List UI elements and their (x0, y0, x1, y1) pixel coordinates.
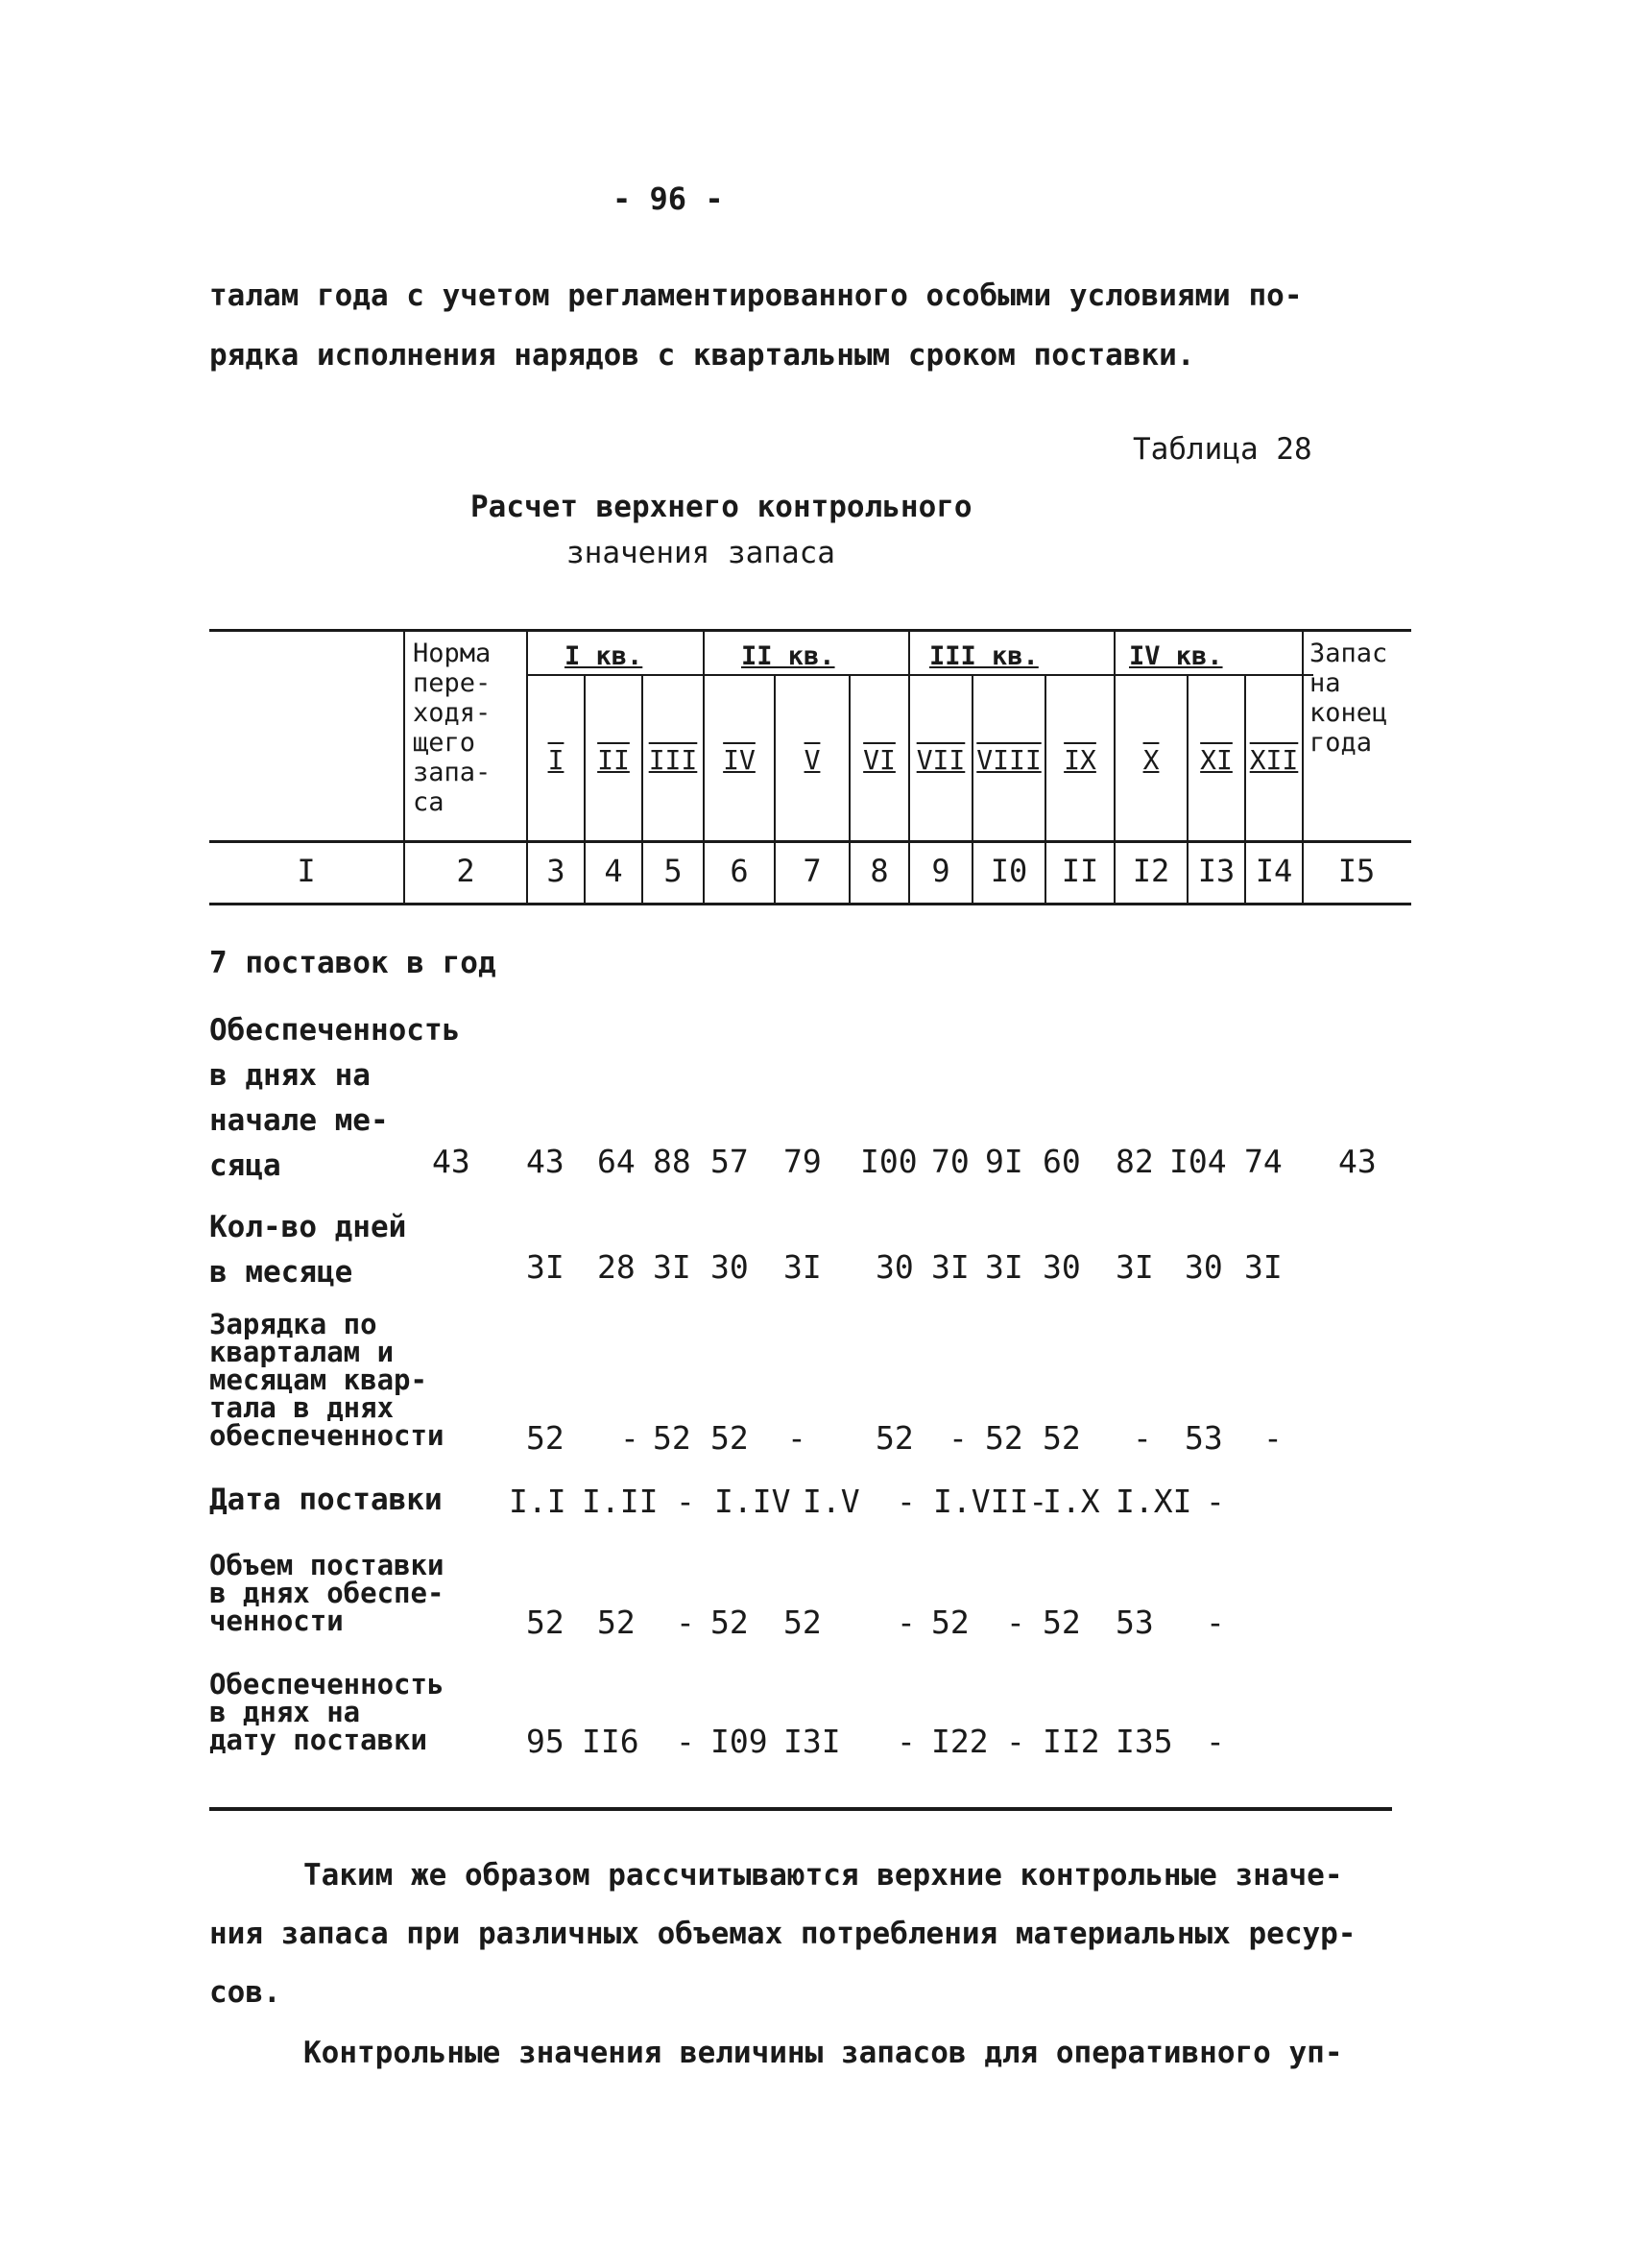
row1-label-2: в днях на (209, 1058, 371, 1093)
colnum-14: I4 (1255, 853, 1293, 889)
row3-value: 53 (1185, 1419, 1223, 1457)
row6-label-3: дату поставки (209, 1724, 427, 1756)
row3-value: 52 (1043, 1419, 1081, 1457)
row6-value: II6 (582, 1723, 639, 1760)
intro-line-1: талам года с учетом регламентированного особыми условиями по- (209, 278, 1303, 313)
table-title-line-1: Расчет верхнего контрольного (470, 490, 973, 524)
row6-value: - (1206, 1723, 1225, 1760)
row5-value: - (897, 1604, 916, 1641)
table-label: Таблица 28 (1133, 432, 1312, 467)
row5-value: 52 (597, 1604, 636, 1641)
header-month-9: IX (1064, 744, 1096, 776)
row5-value: 52 (1043, 1604, 1081, 1641)
table-title-line-2: значения запаса (566, 536, 835, 570)
row6-value: - (676, 1723, 695, 1760)
row2-value: 3I (526, 1248, 564, 1286)
colnum-15: I5 (1337, 853, 1376, 889)
header-month-5: V (804, 744, 821, 776)
header-norm-5: запа- (413, 758, 492, 787)
closing-line-2: ния запаса при различных объемах потребления материальных ресур- (209, 1917, 1357, 1951)
colnum-12: I2 (1132, 853, 1170, 889)
row3-label-4: тала в днях (209, 1391, 395, 1424)
header-month-8: VIII (976, 744, 1042, 776)
row4-value: - (1206, 1483, 1225, 1520)
row2-value: 30 (1043, 1248, 1081, 1286)
row6-label-2: в днях на (209, 1696, 361, 1728)
header-yearend-4: года (1309, 728, 1373, 758)
row6-value: - (1006, 1723, 1025, 1760)
row2-value: 28 (597, 1248, 636, 1286)
row5-label-2: в днях обеспе- (209, 1577, 444, 1609)
closing-line-1: Таким же образом рассчитываются верхние контрольные значе- (303, 1858, 1343, 1893)
header-month-4: IV (723, 744, 756, 776)
colnum-3: 3 (546, 853, 565, 889)
colnum-7: 7 (803, 853, 822, 889)
row2-value: 3I (985, 1248, 1023, 1286)
row1-value: 9I (985, 1143, 1023, 1180)
header-month-11: XI (1200, 744, 1233, 776)
header-month-12: XII (1249, 744, 1299, 776)
header-norm-2: пере- (413, 668, 492, 698)
row3-label-5: обеспеченности (209, 1419, 444, 1452)
header-norm-1: Норма (413, 639, 492, 668)
row4-value: - (676, 1483, 695, 1520)
row3-value: - (1133, 1419, 1152, 1457)
row1-value: 88 (653, 1143, 691, 1180)
closing-line-4: Контрольные значения величины запасов для оперативного уп- (303, 2036, 1343, 2070)
row1-value: I04 (1169, 1143, 1227, 1180)
row3-value: - (949, 1419, 968, 1457)
row5-value: - (1006, 1604, 1025, 1641)
row3-value: 52 (985, 1419, 1023, 1457)
row4-value: I.X (1043, 1483, 1100, 1520)
row1-value: 43 (1338, 1143, 1377, 1180)
colnum-10: I0 (990, 853, 1028, 889)
row3-value: 52 (526, 1419, 564, 1457)
row1-value: 82 (1116, 1143, 1154, 1180)
row4-value: I.I (509, 1483, 566, 1520)
header-quarter-3: III кв. (929, 641, 1039, 671)
row5-value: 52 (931, 1604, 970, 1641)
row1-value: 64 (597, 1143, 636, 1180)
row2-label-1: Кол-во дней (209, 1210, 407, 1244)
row3-value: - (620, 1419, 639, 1457)
header-quarter-4: IV кв. (1129, 641, 1223, 671)
row3-value: - (1263, 1419, 1283, 1457)
row3-label-2: кварталам и (209, 1336, 395, 1368)
row4-value: - (897, 1483, 916, 1520)
row4-value: I.II (582, 1483, 659, 1520)
colnum-6: 6 (730, 853, 749, 889)
row4-label-1: Дата поставки (209, 1483, 443, 1517)
row1-value: 43 (526, 1143, 564, 1180)
row3-label-1: Зарядка по (209, 1308, 377, 1340)
row1-value: I00 (860, 1143, 918, 1180)
row2-value: 30 (876, 1248, 914, 1286)
header-month-3: III (648, 744, 698, 776)
row5-value: - (676, 1604, 695, 1641)
row2-value: 3I (653, 1248, 691, 1286)
header-quarter-2: II кв. (741, 641, 835, 671)
row1-value: 74 (1244, 1143, 1283, 1180)
colnum-9: 9 (931, 853, 950, 889)
row3-label-3: месяцам квар- (209, 1363, 427, 1396)
header-month-6: VI (863, 744, 896, 776)
row2-value: 3I (783, 1248, 822, 1286)
row3-value: 52 (653, 1419, 691, 1457)
row3-value: - (787, 1419, 806, 1457)
row3-value: 52 (876, 1419, 914, 1457)
page-number: - 96 - (612, 181, 724, 217)
header-norm-3: ходя- (413, 698, 492, 728)
row2-value: 30 (710, 1248, 749, 1286)
row1-value: 79 (783, 1143, 822, 1180)
row4-value: I.V (803, 1483, 860, 1520)
row5-label-1: Объем поставки (209, 1549, 444, 1581)
row1-label-3: начале ме- (209, 1103, 389, 1138)
row6-value: I22 (931, 1723, 989, 1760)
row1-value: 57 (710, 1143, 749, 1180)
row5-value: 52 (526, 1604, 564, 1641)
closing-line-3: сов. (209, 1975, 281, 2010)
header-norm-6: са (413, 787, 444, 817)
row5-label-3: ченности (209, 1604, 344, 1637)
row5-value: 53 (1116, 1604, 1154, 1641)
header-month-7: VII (916, 744, 966, 776)
row6-value: II2 (1043, 1723, 1100, 1760)
row2-value: 3I (1244, 1248, 1283, 1286)
colnum-13: I3 (1197, 853, 1236, 889)
colnum-5: 5 (663, 853, 683, 889)
row1-label-1: Обеспеченность (209, 1013, 461, 1048)
header-yearend-1: Запас (1309, 639, 1388, 668)
header-yearend-2: на (1309, 668, 1341, 698)
colnum-2: 2 (456, 853, 475, 889)
row3-value: 52 (710, 1419, 749, 1457)
colnum-4: 4 (604, 853, 623, 889)
row6-value: I09 (710, 1723, 768, 1760)
section-title: 7 поставок в год (209, 946, 496, 980)
colnum-1: I (297, 853, 316, 889)
row2-value: 3I (931, 1248, 970, 1286)
header-yearend-3: конец (1309, 698, 1388, 728)
header-month-10: X (1142, 744, 1160, 776)
intro-line-2: рядка исполнения нарядов с квартальным сроком поставки. (209, 338, 1195, 373)
row4-value: I.IV (714, 1483, 791, 1520)
row5-value: 52 (783, 1604, 822, 1641)
row1-label-4: сяца (209, 1148, 281, 1183)
table-bottom-rule (209, 1807, 1392, 1811)
row1-value: 60 (1043, 1143, 1081, 1180)
colnum-11: II (1061, 853, 1099, 889)
row6-value: - (897, 1723, 916, 1760)
row2-label-2: в месяце (209, 1255, 353, 1290)
row2-value: 30 (1185, 1248, 1223, 1286)
row1-value: 43 (432, 1143, 470, 1180)
row6-value: I3I (783, 1723, 841, 1760)
row5-value: - (1206, 1604, 1225, 1641)
row5-value: 52 (710, 1604, 749, 1641)
header-month-2: II (597, 744, 630, 776)
row1-value: 70 (931, 1143, 970, 1180)
row4-value: I.XI (1116, 1483, 1192, 1520)
header-norm-4: щего (413, 728, 476, 758)
row2-value: 3I (1116, 1248, 1154, 1286)
row6-value: I35 (1116, 1723, 1173, 1760)
row4-value: I.VII- (933, 1483, 1048, 1520)
colnum-8: 8 (870, 853, 889, 889)
header-month-1: I (547, 744, 564, 776)
row6-label-1: Обеспеченность (209, 1668, 444, 1701)
header-quarter-1: I кв. (564, 641, 643, 671)
row6-value: 95 (526, 1723, 564, 1760)
